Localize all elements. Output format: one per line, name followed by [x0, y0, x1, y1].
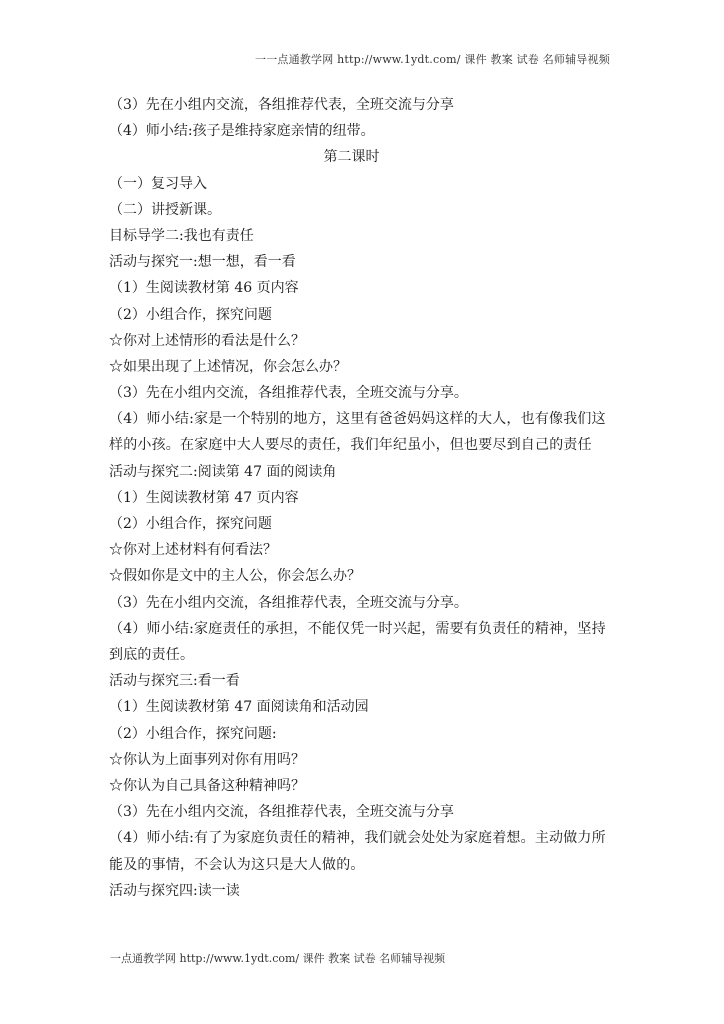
paragraph-line: （4）师小结:有了为家庭负责任的精神，我们就会处处为家庭着想。主动做力所能及的事情，不会认为这只是大人做的。 [109, 830, 606, 873]
paragraph-line: ☆如果出现了上述情况，你会怎么办？ [109, 358, 347, 375]
paragraph-line: 活动与探究一:想一想，看一看 [109, 254, 296, 271]
paragraph-line: ☆你认为自己具备这种精神吗？ [109, 777, 305, 794]
paragraph-line: ☆你对上述材料有何看法？ [109, 542, 277, 559]
paragraph-line: （2）小组合作，探究问题: [109, 725, 277, 742]
paragraph-line: （2）小组合作，探究问题 [109, 516, 272, 533]
paragraph-line: ☆你认为上面事列对你有用吗？ [109, 751, 305, 768]
page-footer: 一点通教学网 http://www.1ydt.com/ 课件 教案 试卷 名师辅导视频 [110, 952, 446, 965]
paragraph-line: 活动与探究三:看一看 [109, 673, 240, 690]
paragraph-line: （3）先在小组内交流，各组推荐代表，全班交流与分享 [109, 97, 454, 113]
page-header: 一一点通教学网 http://www.1ydt.com/ 课件 教案 试卷 名师辅导视频 [255, 53, 610, 66]
paragraph-line: （4）师小结:家是一个特别的地方，这里有爸爸妈妈这样的大人，也有像我们这样的小孩。在家庭中大人要尽的责任，我们年纪虽小，但也要尽到自己的责任 [109, 411, 606, 454]
section-title: 第二课时 [323, 149, 380, 166]
paragraph-line: （1）生阅读教材第 47 页内容 [109, 489, 299, 506]
paragraph-line: ☆你对上述情形的看法是什么？ [109, 332, 305, 349]
paragraph-line: （一）复习导入 [109, 175, 207, 192]
paragraph-line: （1）生阅读教材第 46 页内容 [109, 280, 299, 297]
paragraph-line: （1）生阅读教材第 47 面阅读角和活动园 [109, 699, 369, 716]
paragraph-line: （4）师小结:家庭责任的承担，不能仅凭一时兴起，需要有负责任的精神，坚持到底的责任。 [109, 620, 606, 663]
paragraph-line: 活动与探究二:阅读第 47 面的阅读角 [109, 463, 337, 480]
paragraph-line: （2）小组合作，探究问题 [109, 306, 272, 323]
paragraph-line: （4）师小结:孩子是维持家庭亲情的纽带。 [109, 123, 375, 140]
paragraph-line: （3）先在小组内交流，各组推荐代表，全班交流与分享。 [109, 385, 468, 402]
paragraph-line: 目标导学二:我也有责任 [109, 227, 254, 244]
paragraph-line: （3）先在小组内交流，各组推荐代表，全班交流与分享 [109, 804, 454, 821]
paragraph-line: （3）先在小组内交流，各组推荐代表，全班交流与分享。 [109, 594, 468, 611]
paragraph-line: 活动与探究四:读一读 [109, 882, 240, 899]
document-body [109, 92, 614, 904]
paragraph-line: （二）讲授新课。 [109, 201, 221, 218]
paragraph-line: ☆假如你是文中的主人公，你会怎么办？ [109, 568, 361, 585]
